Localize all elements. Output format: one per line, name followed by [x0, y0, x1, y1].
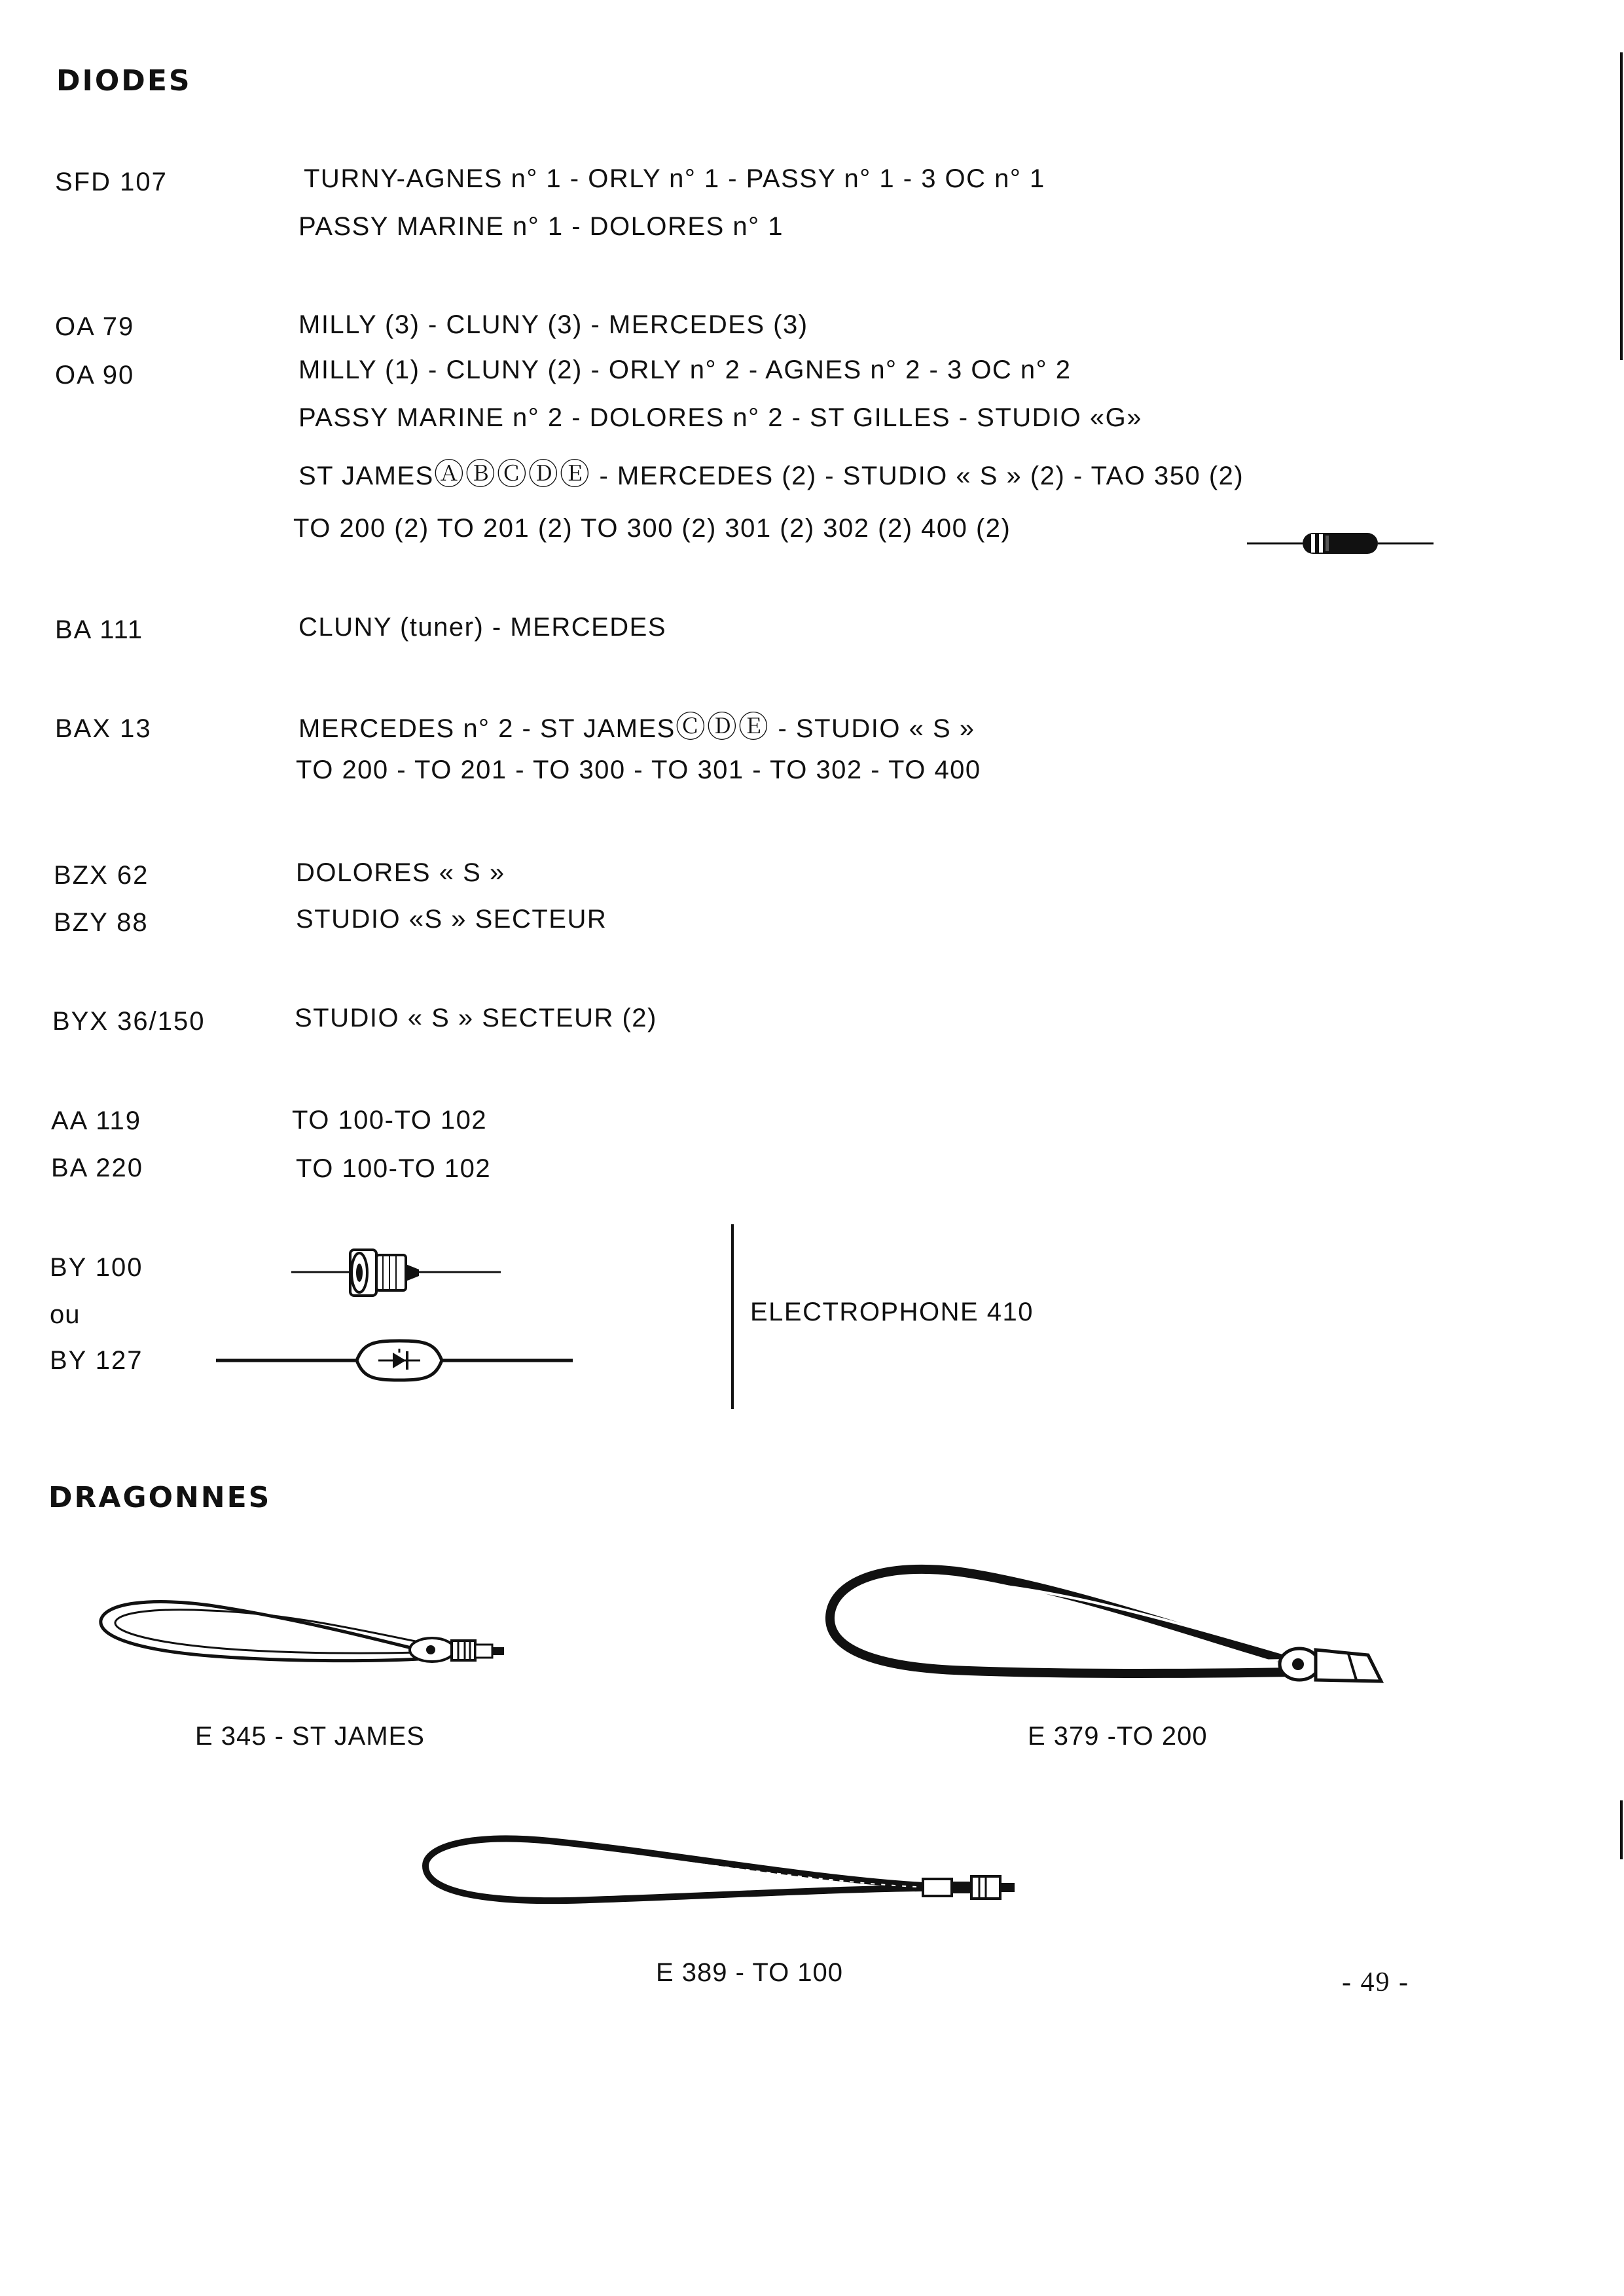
diode-stud-icon: [291, 1241, 501, 1306]
diode-glass-icon: [216, 1336, 573, 1381]
wrist-strap-icon: [818, 1558, 1388, 1696]
diode-code-byx36: BYX 36/150: [52, 1007, 206, 1036]
diode-usage-oa90-line2: PASSY MARINE n° 2 - DOLORES n° 2 - ST GILLES - STUDIO «G»: [298, 403, 1142, 432]
wrist-strap-icon: [92, 1591, 537, 1689]
diode-code-bzx62: BZX 62: [54, 861, 149, 890]
strap-label-e345: E 345 - ST JAMES: [195, 1722, 425, 1751]
diode-usage-bax13-line1: [298, 709, 975, 744]
bax13-line1-prefix: MERCEDES n° 2 - ST JAMES: [298, 714, 676, 743]
diode-usage-bzy88: STUDIO «S » SECTEUR: [296, 905, 607, 934]
vertical-divider: [731, 1224, 734, 1409]
strap-label-e379: E 379 -TO 200: [1028, 1722, 1208, 1751]
diode-code-sfd107: SFD 107: [55, 168, 168, 196]
oa90-line3-suffix: - MERCEDES (2) - STUDIO « S » (2) - TAO 350 (2): [599, 462, 1244, 490]
diode-usage-ba220: TO 100-TO 102: [296, 1154, 492, 1183]
diode-code-oa79: OA 79: [55, 312, 135, 341]
diode-code-by127: BY 127: [50, 1346, 143, 1375]
diode-usage-oa90-line3: [298, 456, 1244, 492]
diode-axial-icon: [1247, 524, 1434, 563]
diode-code-bax13: BAX 13: [55, 714, 152, 743]
section-heading-dragonnes: DRAGONNES: [48, 1481, 272, 1514]
diode-usage-bax13-line2: TO 200 - TO 201 - TO 300 - TO 301 - TO 302 - TO 400: [296, 756, 981, 784]
diode-or-label: ou: [50, 1300, 81, 1329]
diode-usage-aa119: TO 100-TO 102: [292, 1106, 488, 1135]
strap-label-e389: E 389 - TO 100: [656, 1958, 844, 1987]
diode-usage-oa79: MILLY (3) - CLUNY (3) - MERCEDES (3): [298, 310, 808, 339]
oa90-line3-prefix: ST JAMES: [298, 462, 434, 490]
scan-edge-mark: [1620, 52, 1623, 360]
diode-code-oa90: OA 90: [55, 361, 135, 390]
scan-edge-mark: [1620, 1800, 1623, 1859]
diode-usage-bzx62: DOLORES « S »: [296, 858, 505, 887]
diode-usage-by100-by127: ELECTROPHONE 410: [750, 1298, 1034, 1326]
diode-code-bzy88: BZY 88: [54, 908, 149, 937]
page-number: - 49 -: [1342, 1967, 1409, 1997]
section-heading-diodes: DIODES: [56, 64, 192, 98]
diode-usage-sfd107-line2: PASSY MARINE n° 1 - DOLORES n° 1: [298, 212, 784, 241]
bax13-circled-variants: ⒸⒹⒺ: [675, 709, 770, 744]
diode-code-by100: BY 100: [50, 1253, 143, 1282]
oa90-circled-variants: ⒶⒷⒸⒹⒺ: [433, 456, 591, 492]
diode-usage-sfd107-line1: TURNY-AGNES n° 1 - ORLY n° 1 - PASSY n° 1 - 3 OC n° 1: [304, 164, 1045, 193]
diode-usage-oa90-line1: MILLY (1) - CLUNY (2) - ORLY n° 2 - AGNES n° 2 - 3 OC n° 2: [298, 355, 1072, 384]
diode-code-ba220: BA 220: [51, 1154, 144, 1182]
bax13-line1-suffix: - STUDIO « S »: [778, 714, 975, 743]
diode-usage-ba111: CLUNY (tuner) - MERCEDES: [298, 613, 667, 642]
diode-code-ba111: BA 111: [55, 615, 144, 644]
diode-usage-oa90-line4: TO 200 (2) TO 201 (2) TO 300 (2) 301 (2) 302 (2) 400 (2): [293, 514, 1011, 543]
diode-code-aa119: AA 119: [51, 1106, 142, 1135]
wrist-strap-icon: [419, 1827, 1034, 1931]
diode-usage-byx36: STUDIO « S » SECTEUR (2): [295, 1004, 657, 1032]
